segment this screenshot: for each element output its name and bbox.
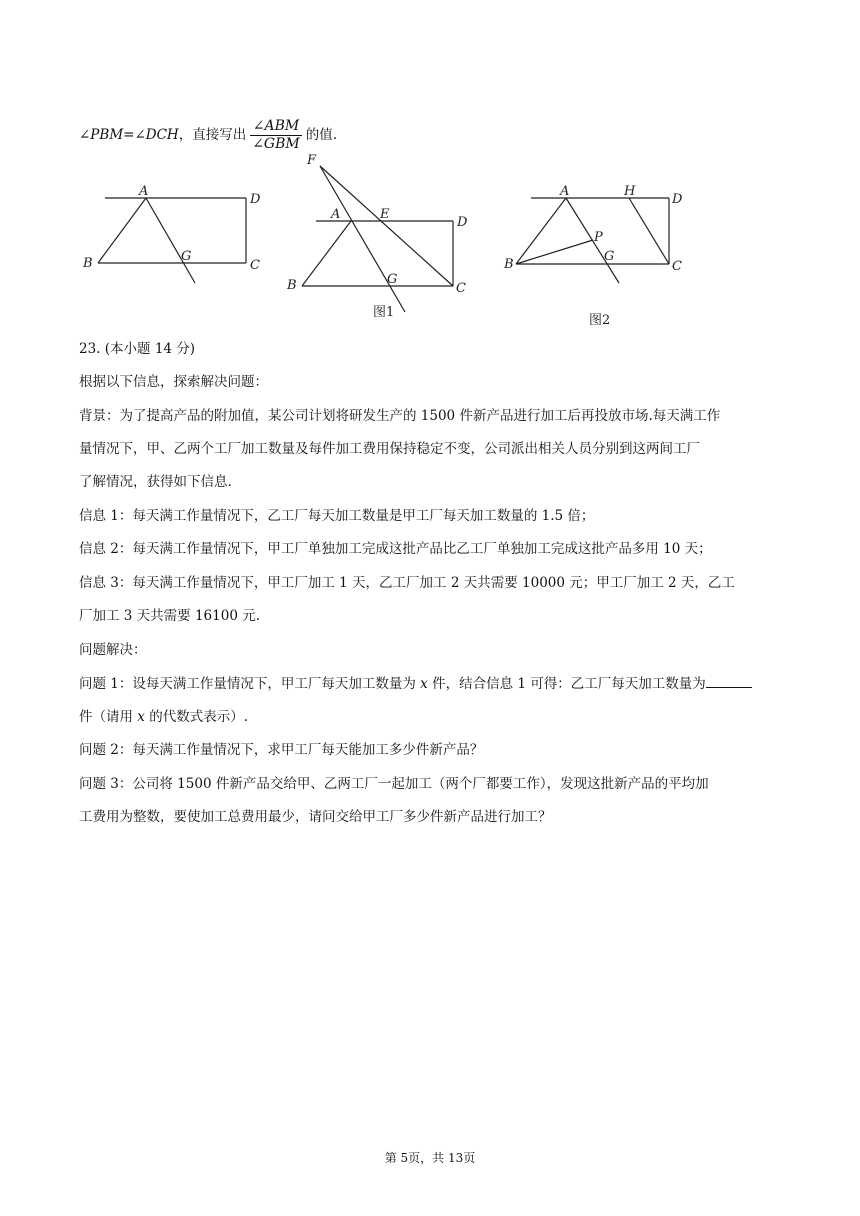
question-3-line-1: 问题 3：公司将 1500 件新产品交给甲、乙两工厂一起加工（两个厂都要工作），发现这批新产品的平均加: [79, 776, 709, 792]
q1-text-d: 的代数式表示）.: [144, 709, 249, 725]
fig2-label-C: C: [672, 259, 682, 274]
problem-prompt: 根据以下信息，探索解决问题：: [79, 374, 268, 390]
fig2-label-A: A: [560, 184, 570, 199]
angle-condition: ∠PBM=∠DCH: [79, 127, 179, 143]
fig2-label-H: H: [624, 184, 636, 199]
figure-1: [286, 153, 468, 320]
figure-base: [82, 184, 261, 283]
fig2-caption: 图2: [589, 313, 611, 328]
figure-2: [503, 184, 683, 328]
question-2: 问题 2：每天满工作量情况下，求甲工厂每天能加工多少件新产品？: [79, 742, 484, 758]
info-1: 信息 1：每天满工作量情况下，乙工厂每天加工数量是甲工厂每天加工数量的 1.5 倍；: [79, 508, 595, 524]
q1-variable: x: [420, 676, 428, 692]
fig0-label-G: G: [181, 249, 192, 264]
fig1-label-D: D: [457, 215, 468, 230]
geometry-figures: [0, 150, 860, 335]
fig1-label-C: C: [456, 281, 466, 296]
q1-answer-blank[interactable]: [706, 673, 752, 688]
fig0-label-C: C: [250, 258, 260, 273]
problem-heading: 23. (本小题 14 分): [79, 341, 196, 357]
fig1-caption: 图1: [373, 305, 395, 320]
info-3-line-2: 厂加工 3 天共需要 16100 元.: [79, 608, 260, 624]
fig1-label-F: F: [307, 153, 317, 168]
fig0-label-B: B: [83, 256, 93, 271]
q1-text-c: 件（请用: [79, 709, 138, 725]
background-line-2: 量情况下，甲、乙两个工厂加工数量及每件加工费用保持稳定不变，公司派出相关人员分别到这两间工厂: [79, 441, 700, 457]
page-footer: 第 5页，共 13页: [384, 1151, 476, 1165]
question-1-line-2: [79, 707, 248, 727]
question-3-line-2: 工费用为整数，要使加工总费用最少，请问交给甲工厂多少件新产品进行加工？: [79, 809, 552, 825]
background-line-1: 背景：为了提高产品的附加值，某公司计划将研发生产的 1500 件新产品进行加工后再投放市场.每天满工作: [79, 408, 721, 424]
fig1-label-A: A: [331, 207, 341, 222]
fig0-label-D: D: [250, 192, 261, 207]
fig0-label-A: A: [139, 184, 149, 199]
intro-mid-text: ，直接写出: [178, 127, 247, 143]
fig2-label-P: P: [594, 230, 603, 245]
fig1-label-B: B: [287, 278, 297, 293]
fig2-label-D: D: [672, 192, 683, 207]
q1-text-a: 问题 1：设每天满工作量情况下，甲工厂每天加工数量为: [79, 676, 421, 692]
intro-tail-text: 的值.: [305, 127, 338, 143]
question-1-line-1: [79, 673, 752, 694]
fig2-label-G: G: [604, 249, 615, 264]
q1-text-b: 件，结合信息 1 可得：乙工厂每天加工数量为: [427, 676, 706, 692]
info-3-line-1: 信息 3：每天满工作量情况下，甲工厂加工 1 天，乙工厂加工 2 天共需要 10000 元；甲工厂加工 2 天，乙工: [79, 575, 735, 591]
fig1-label-G: G: [387, 272, 398, 287]
angle-ratio-fraction: [250, 118, 302, 153]
intro-line: [79, 118, 337, 153]
q1-variable-2: x: [137, 709, 145, 725]
fraction-numerator: ∠ABM: [250, 118, 302, 136]
fig2-label-B: B: [504, 257, 514, 272]
fraction-denominator: ∠GBM: [252, 136, 300, 152]
background-line-3: 了解情况，获得如下信息.: [79, 474, 232, 490]
fig1-label-E: E: [380, 207, 390, 222]
solve-title: 问题解决：: [79, 642, 147, 658]
info-2: 信息 2：每天满工作量情况下，甲工厂单独加工完成这批产品比乙工厂单独加工完成这批产品多用 10 天；: [79, 541, 712, 557]
